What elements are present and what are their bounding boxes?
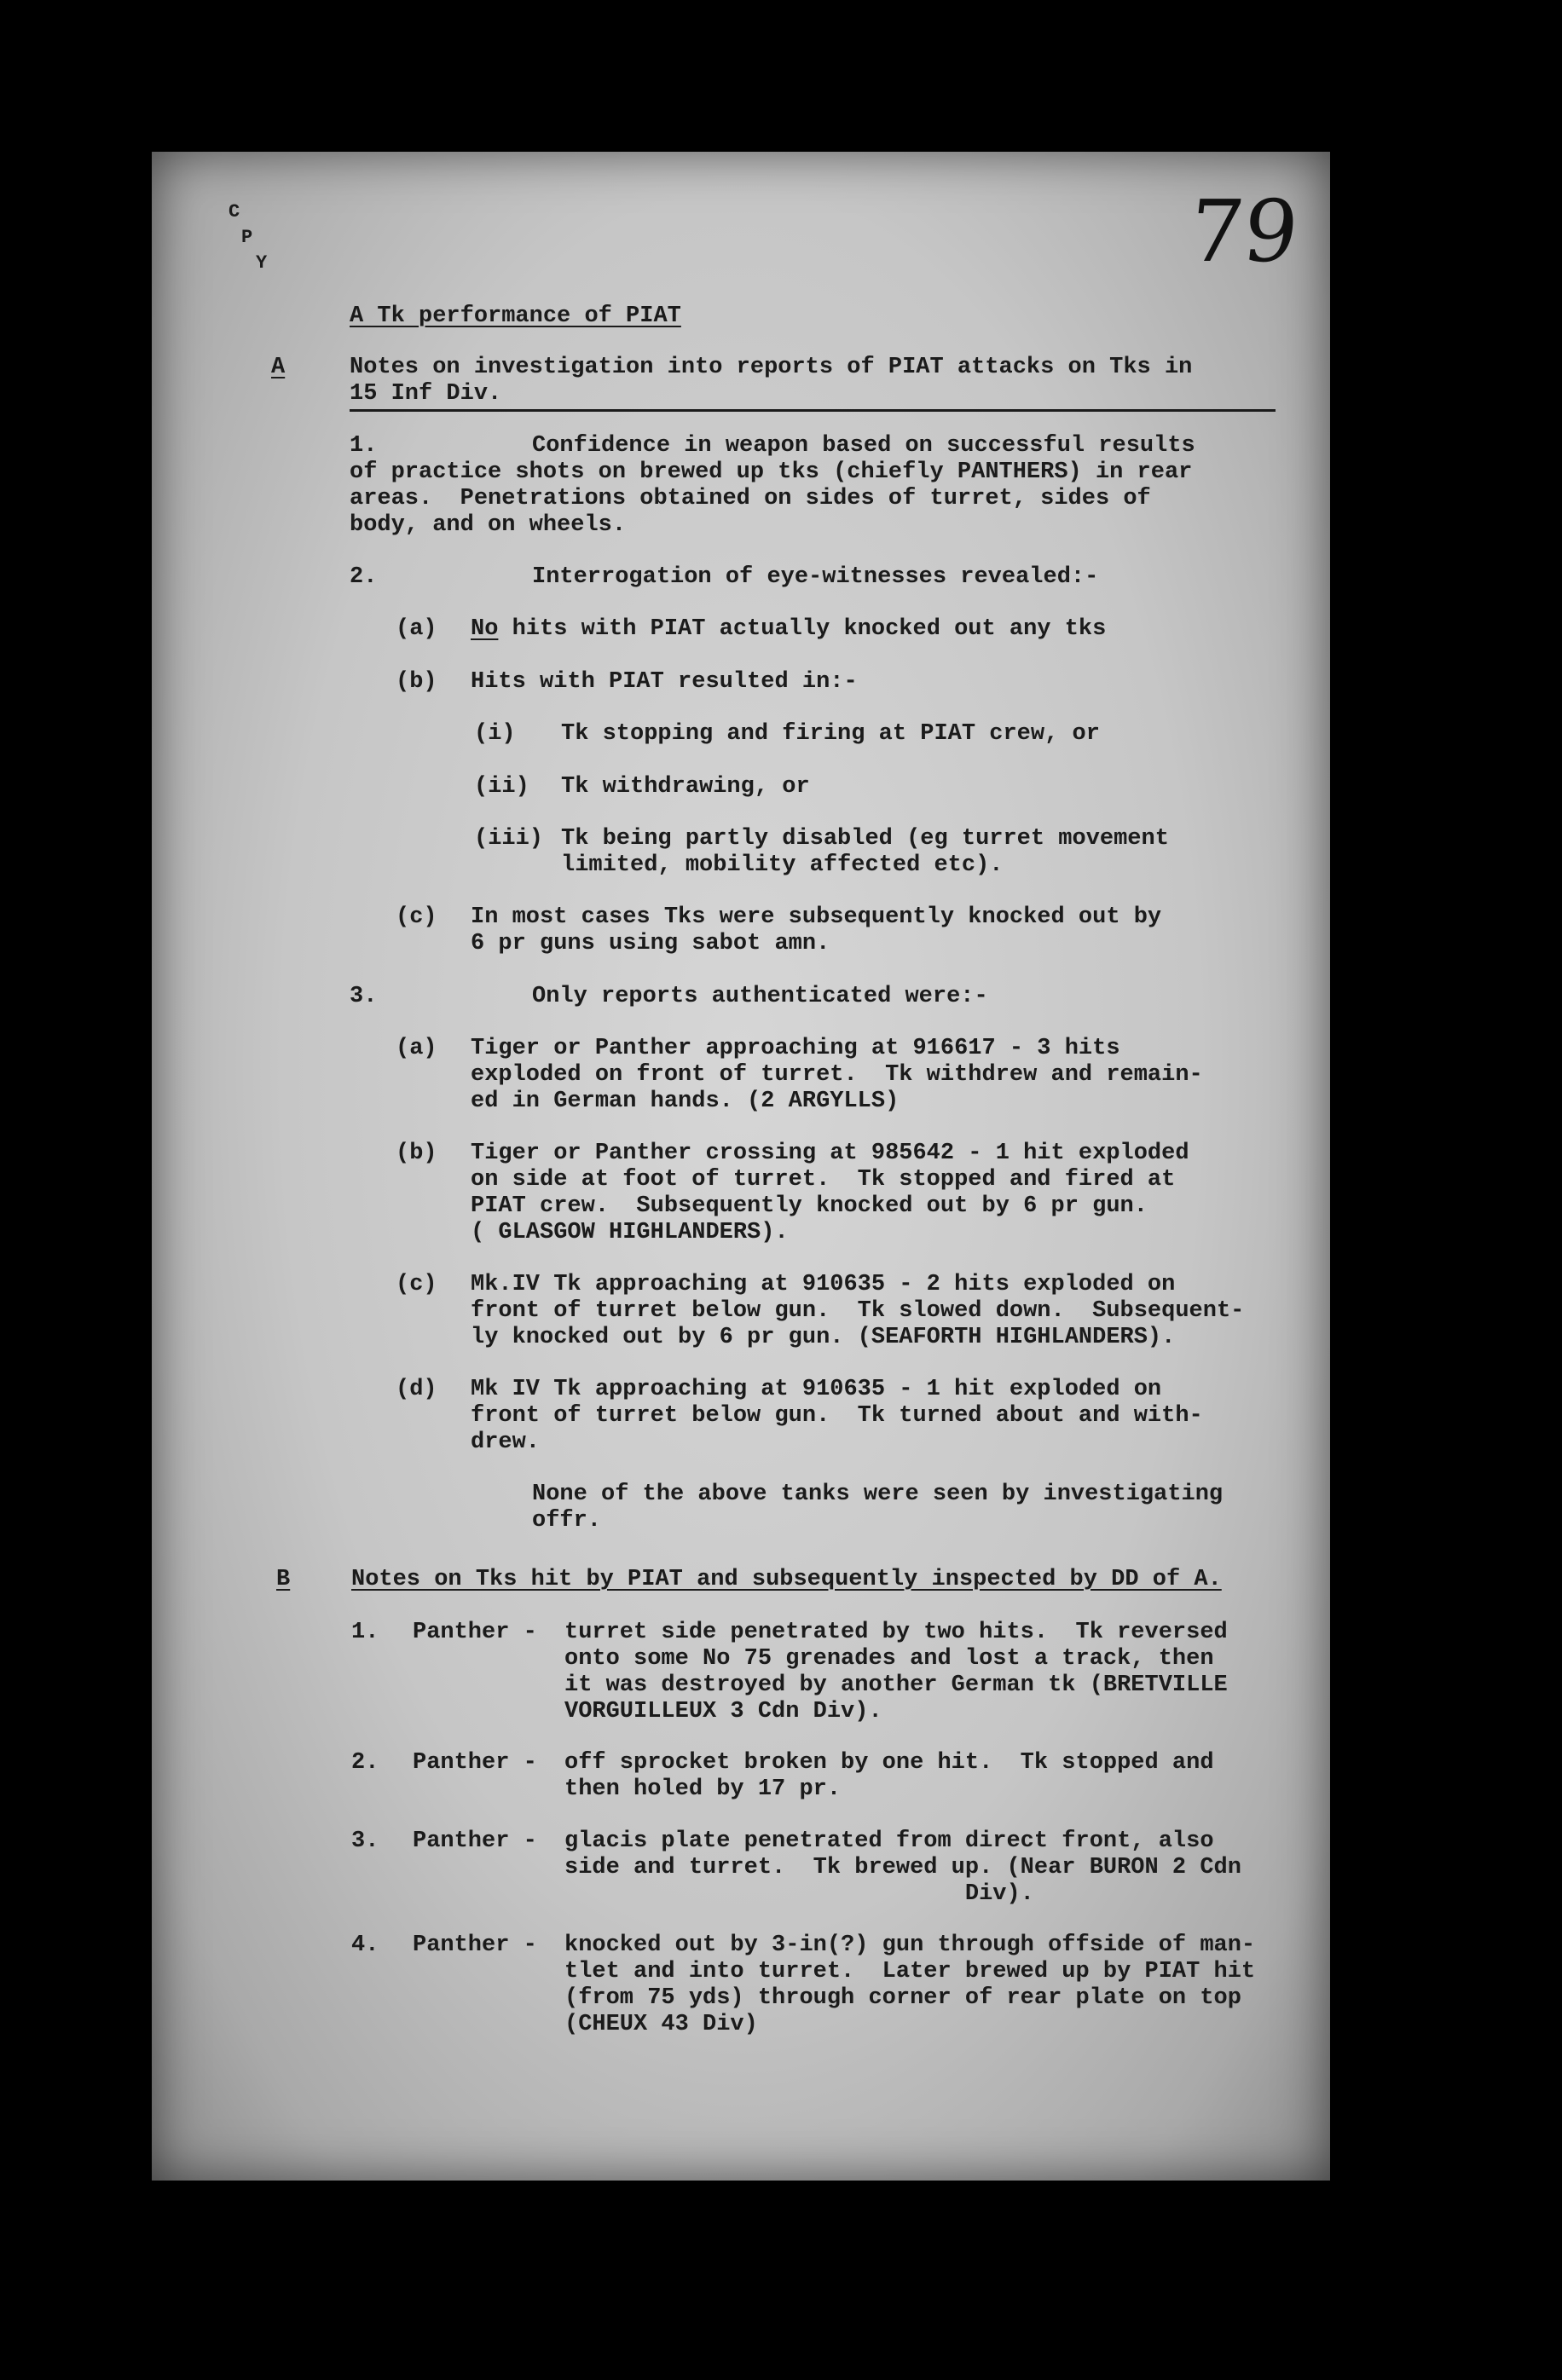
b-item-3-line-1: glacis plate penetrated from direct front, also (564, 1828, 1214, 1854)
para-2-b-iii-line-2: limited, mobility affected etc). (561, 852, 1004, 878)
b-item-1-line-1: turret side penetrated by two hits. Tk reversed (564, 1620, 1228, 1645)
b-item-2-tank: Panther - (413, 1750, 537, 1776)
b-item-3-number: 3. (351, 1828, 379, 1854)
para-3-b-line-1: Tiger or Panther crossing at 985642 - 1 hit exploded (471, 1141, 1189, 1166)
section-a-heading-line-1: Notes on investigation into reports of PIAT attacks on Tks in (350, 355, 1193, 380)
b-item-4-line-4: (CHEUX 43 Div) (564, 2012, 758, 2037)
section-a-heading-line-2: 15 Inf Div. (350, 381, 502, 407)
b-item-1-tank: Panther - (413, 1620, 537, 1645)
para-3-b-label: (b) (396, 1141, 437, 1166)
para-3-text: Only reports authenticated were:- (532, 984, 988, 1009)
para-3-none-line-1: None of the above tanks were seen by investigating (532, 1482, 1224, 1507)
b-item-4-line-3: (from 75 yds) through corner of rear plate on top (564, 1985, 1241, 2011)
copy-mark-c: C (229, 201, 240, 222)
b-item-1-line-4: VORGUILLEUX 3 Cdn Div). (564, 1699, 882, 1724)
para-3-b-line-4: ( GLASGOW HIGHLANDERS). (471, 1220, 789, 1245)
para-2-b-ii-text: Tk withdrawing, or (561, 774, 810, 800)
section-b-heading: Notes on Tks hit by PIAT and subsequently inspected by DD of A. (351, 1567, 1222, 1592)
para-1-line-3: areas. Penetrations obtained on sides of turret, sides of (350, 486, 1151, 511)
section-a-marker: A (271, 355, 286, 380)
para-1-number: 1. (350, 433, 378, 459)
para-2-number: 2. (350, 564, 378, 590)
para-1-line-1: Confidence in weapon based on successful results (532, 433, 1195, 459)
b-item-4-line-2: tlet and into turret. Later brewed up by PIAT hit (564, 1959, 1256, 1984)
para-2-a-label: (a) (396, 616, 437, 642)
para-3-d-line-3: drew. (471, 1430, 541, 1455)
para-3-number: 3. (350, 984, 378, 1009)
para-1-line-4: body, and on wheels. (350, 512, 627, 538)
handwritten-page-number: 79 (1183, 182, 1304, 281)
para-2-a-rest: hits with PIAT actually knocked out any tks (498, 616, 1107, 642)
para-2-a-text (471, 616, 1106, 643)
para-3-a-line-3: ed in German hands. (2 ARGYLLS) (471, 1089, 900, 1114)
b-item-2-line-1: off sprocket broken by one hit. Tk stopped and (564, 1750, 1214, 1776)
para-2-b-label: (b) (396, 669, 437, 695)
para-2-b-ii-label: (ii) (474, 774, 529, 800)
section-b-marker: B (276, 1567, 291, 1592)
para-3-none-line-2: offr. (532, 1508, 602, 1534)
b-item-3-tank: Panther - (413, 1828, 537, 1854)
para-3-a-label: (a) (396, 1036, 437, 1061)
para-2-b-i-label: (i) (474, 721, 516, 747)
b-item-3-line-2: side and turret. Tk brewed up. (Near BURON 2 Cdn (564, 1855, 1241, 1880)
para-3-c-line-2: front of turret below gun. Tk slowed down. Subsequent- (471, 1298, 1245, 1324)
para-3-a-line-1: Tiger or Panther approaching at 916617 - 3 hits (471, 1036, 1120, 1061)
para-3-c-line-1: Mk.IV Tk approaching at 910635 - 2 hits exploded on (471, 1272, 1176, 1297)
b-item-4-line-1: knocked out by 3-in(?) gun through offside of man- (564, 1932, 1256, 1958)
b-item-1-number: 1. (351, 1620, 379, 1645)
para-3-d-line-2: front of turret below gun. Tk turned about and with- (471, 1403, 1203, 1429)
para-2-b-i-text: Tk stopping and firing at PIAT crew, or (561, 721, 1100, 747)
para-3-c-label: (c) (396, 1272, 437, 1297)
b-item-1-line-2: onto some No 75 grenades and lost a track, then (564, 1646, 1214, 1672)
para-1-line-2: of practice shots on brewed up tks (chiefly PANTHERS) in rear (350, 459, 1193, 485)
para-2-b-text: Hits with PIAT resulted in:- (471, 669, 858, 695)
b-item-4-number: 4. (351, 1932, 379, 1958)
b-item-2-line-2: then holed by 17 pr. (564, 1776, 842, 1802)
para-3-d-label: (d) (396, 1377, 437, 1402)
para-3-b-line-2: on side at foot of turret. Tk stopped and fired at (471, 1167, 1176, 1193)
para-2-c-line-2: 6 pr guns using sabot amn. (471, 931, 830, 956)
copy-mark-p: P (241, 227, 253, 248)
b-item-4-tank: Panther - (413, 1932, 537, 1958)
para-2-b-iii-label: (iii) (474, 826, 544, 852)
section-a-heading-underline (350, 409, 1276, 412)
b-item-1-line-3: it was destroyed by another German tk (BRETVILLE (564, 1672, 1228, 1698)
para-2-c-line-1: In most cases Tks were subsequently knocked out by (471, 904, 1162, 930)
para-3-c-line-3: ly knocked out by 6 pr gun. (SEAFORTH HIGHLANDERS). (471, 1325, 1176, 1350)
para-2-b-iii-line-1: Tk being partly disabled (eg turret movement (561, 826, 1169, 852)
document-title: A Tk performance of PIAT (350, 303, 681, 329)
para-3-b-line-3: PIAT crew. Subsequently knocked out by 6 pr gun. (471, 1193, 1148, 1219)
b-item-3-line-3: Div). (564, 1881, 1034, 1907)
copy-mark-y: Y (256, 252, 268, 274)
para-2-text: Interrogation of eye-witnesses revealed:- (532, 564, 1099, 590)
para-3-d-line-1: Mk IV Tk approaching at 910635 - 1 hit exploded on (471, 1377, 1162, 1402)
para-2-c-label: (c) (396, 904, 437, 930)
b-item-2-number: 2. (351, 1750, 379, 1776)
para-2-a-no: No (471, 616, 499, 642)
para-3-a-line-2: exploded on front of turret. Tk withdrew and remain- (471, 1062, 1203, 1088)
